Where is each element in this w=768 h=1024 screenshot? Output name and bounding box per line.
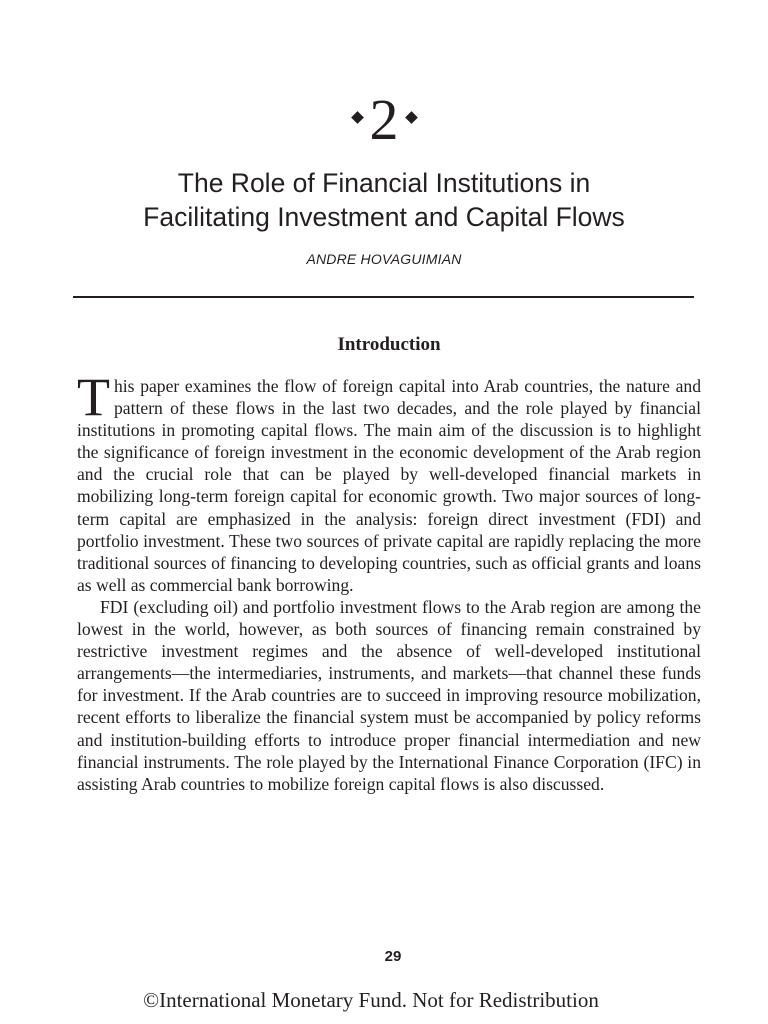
page-number: 29 bbox=[384, 948, 402, 965]
author-name: ANDRE HOVAGUIMIAN bbox=[306, 251, 462, 267]
chapter-title-line-2: Facilitating Investment and Capital Flows bbox=[143, 202, 625, 232]
copyright-notice: ©International Monetary Fund. Not for Redistribution bbox=[143, 988, 599, 1012]
paragraph-1 bbox=[77, 367, 701, 596]
paragraph-1-text: his paper examines the flow of foreign capital into Arab countries, the nature and pattern of these flows in the last two decades, and the role played by financial institutions in promoting capital flows. The main aim of the discussion is to highlight the significance of foreign investment in the economic development of the Arab region and the crucial role that can be played by well-developed financial markets in mobilizing long-term foreign capital for economic growth. Two major sources of long-term capital are emphasized in the analysis: foreign direct investment (FDI) and portfolio investment. These two sources of private capital are rapidly replacing the more traditional sources of financing to developing countries, such as official grants and loans as well as commercial bank borrowing. bbox=[77, 376, 701, 595]
chapter-title-line-1: The Role of Financial Institutions in bbox=[177, 168, 591, 198]
paragraph-2: FDI (excluding oil) and portfolio investment flows to the Arab region are among the lowest in the world, however, as both sources of financing remain constrained by restrictive investment regimes and the absence of well-developed institutional arrangements—the intermediaries, instruments, and markets—that channel these funds for investment. If the Arab countries are to succeed in improving resource mobilization, recent efforts to liberalize the financial system must be accompanied by policy reforms and institution-building efforts to introduce proper financial intermediation and new financial instruments. The role played by the International Finance Corporation (IFC) in assisting Arab countries to mobilize foreign capital flows is also discussed. bbox=[77, 596, 701, 794]
diamond-ornament-right-icon bbox=[405, 111, 418, 124]
section-heading: Introduction bbox=[337, 334, 441, 355]
chapter-number bbox=[0, 87, 768, 152]
title-divider bbox=[73, 296, 694, 298]
chapter-title bbox=[60, 166, 708, 234]
chapter-number-text: 2 bbox=[369, 87, 399, 152]
diamond-ornament-left-icon bbox=[351, 111, 364, 124]
drop-cap: T bbox=[77, 367, 110, 427]
body-text bbox=[77, 367, 701, 795]
